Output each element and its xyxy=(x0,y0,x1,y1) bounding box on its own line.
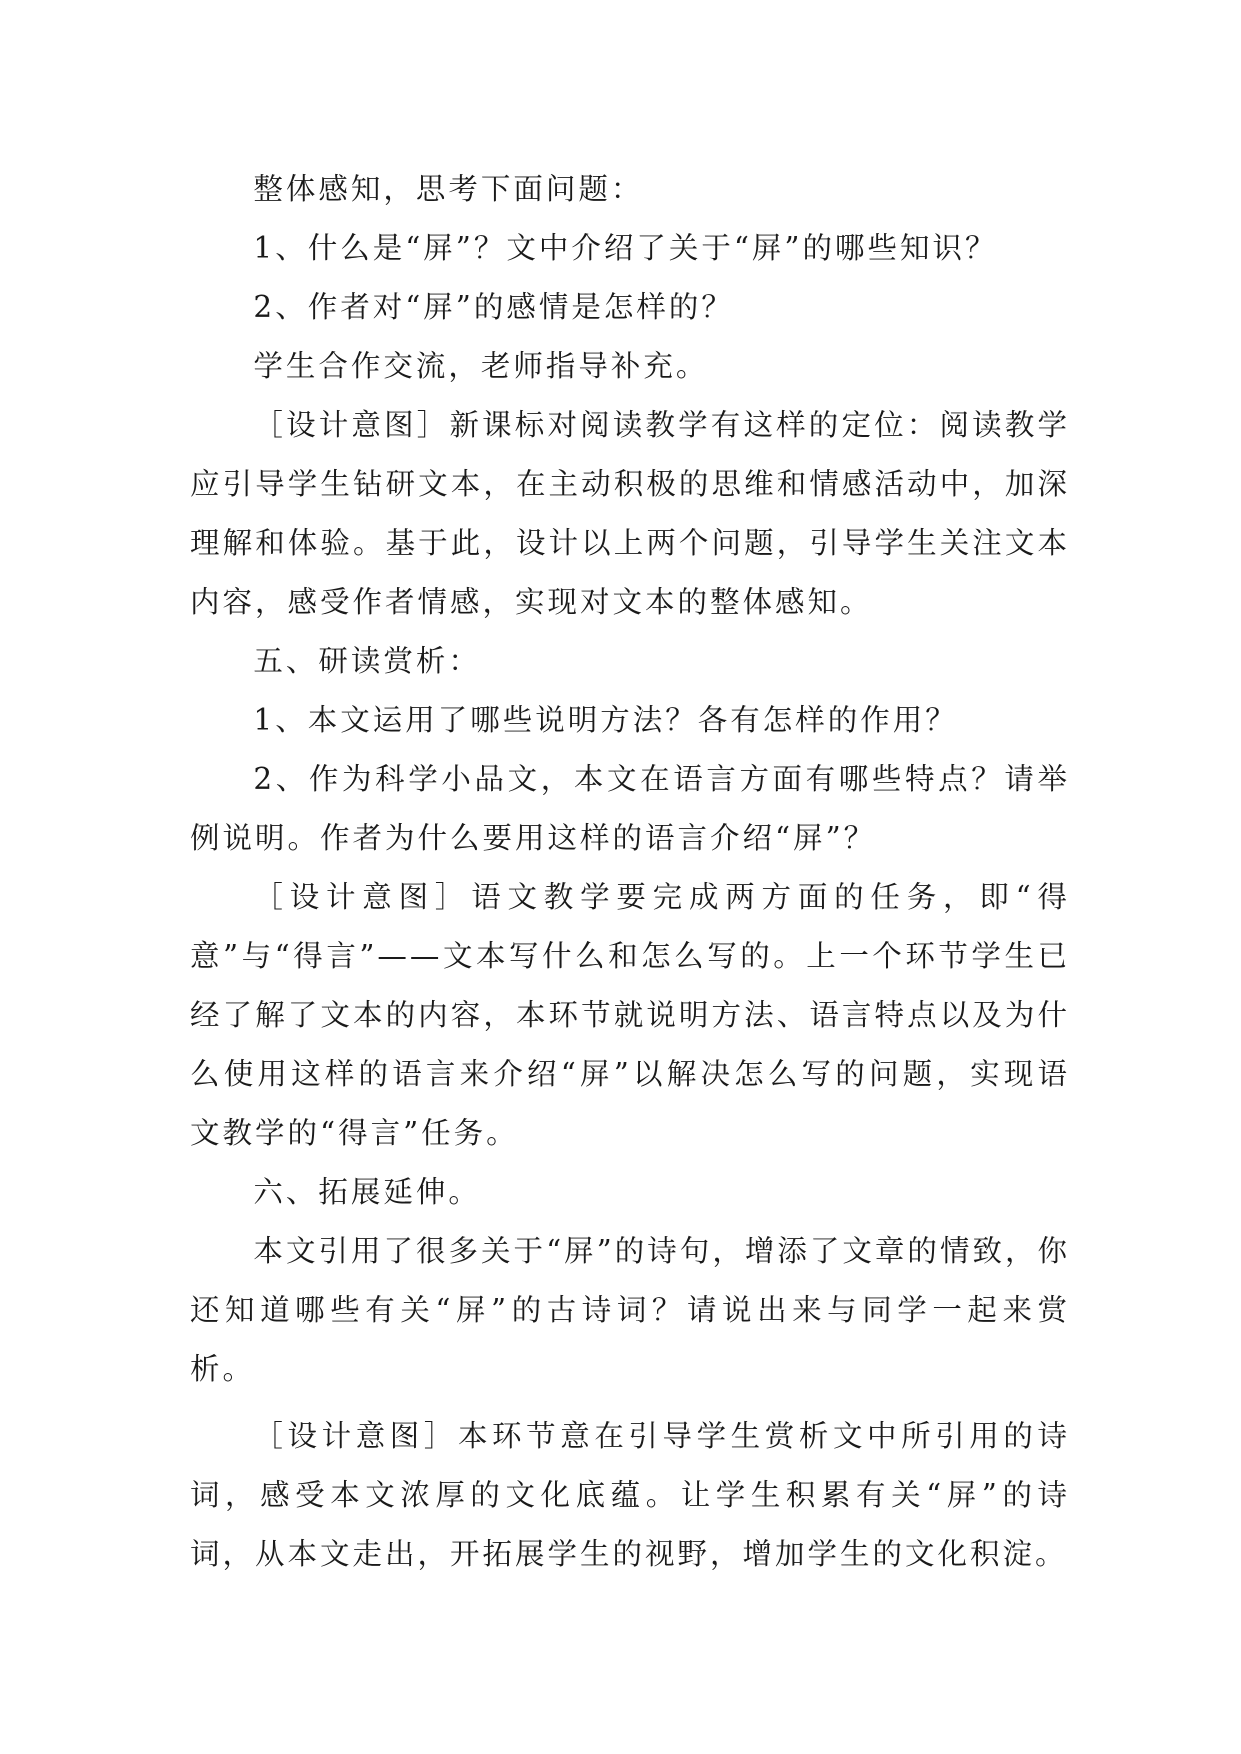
analysis-question-2: 2、作为科学小品文，本文在语言方面有哪些特点？请举例说明。作者为什么要用这样的语言介绍“屏”？ xyxy=(190,762,1070,855)
extension-task: 本文引用了很多关于“屏”的诗句，增添了文章的情致，你还知道哪些有关“屏”的古诗词？请说出来与同学一起来赏析。 xyxy=(190,1234,1070,1386)
question-1: 1、什么是“屏”？文中介绍了关于“屏”的哪些知识？ xyxy=(253,231,998,265)
analysis-question-1: 1、本文运用了哪些说明方法？各有怎样的作用？ xyxy=(253,703,958,737)
document-body xyxy=(190,160,1070,1584)
section-heading-5: 五、研读赏析： xyxy=(253,644,481,678)
design-intent-1: ［设计意图］新课标对阅读教学有这样的定位：阅读教学应引导学生钻研文本，在主动积极的思维和情感活动中，加深理解和体验。基于此，设计以上两个问题，引导学生关注文本内容，感受作者情感，实现对文本的整体感知。 xyxy=(190,408,1070,619)
question-2: 2、作者对“屏”的感情是怎样的？ xyxy=(253,290,734,324)
intro-instruction: 整体感知，思考下面问题： xyxy=(253,172,644,206)
activity-note: 学生合作交流，老师指导补充。 xyxy=(253,349,709,383)
design-intent-3: ［设计意图］本环节意在引导学生赏析文中所引用的诗词，感受本文浓厚的文化底蕴。让学生积累有关“屏”的诗词，从本文走出，开拓展学生的视野，增加学生的文化积淀。 xyxy=(190,1419,1070,1571)
design-intent-2: ［设计意图］语文教学要完成两方面的任务，即“得意”与“得言”——文本写什么和怎么写的。上一个环节学生已经了解了文本的内容，本环节就说明方法、语言特点以及为什么使用这样的语言来介绍“屏”以解决怎么写的问题，实现语文教学的“得言”任务。 xyxy=(190,880,1070,1150)
section-heading-6: 六、拓展延伸。 xyxy=(253,1175,481,1209)
